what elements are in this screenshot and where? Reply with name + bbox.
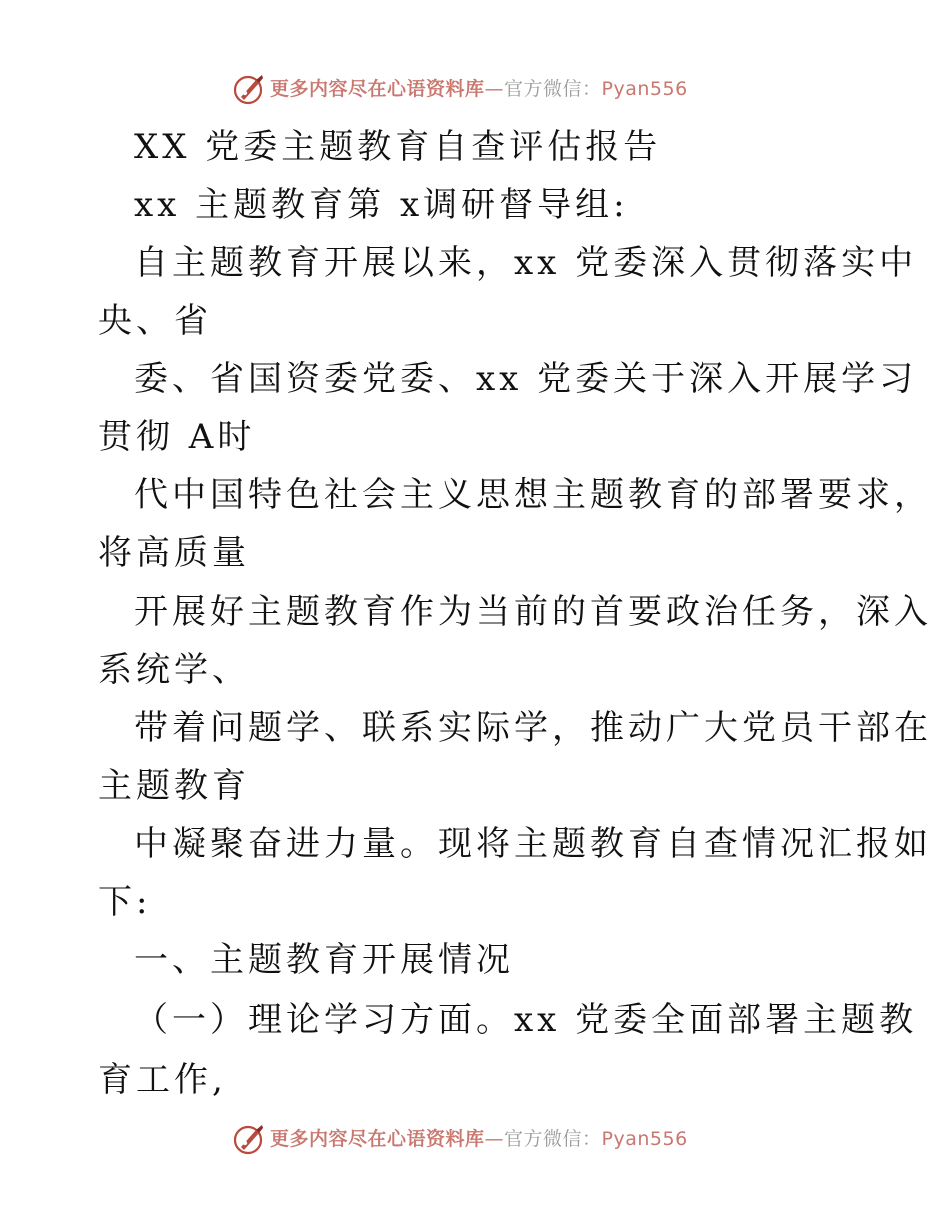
paragraph-line: 主题教育 xyxy=(98,766,250,806)
watermark-text xyxy=(270,76,688,102)
paragraph-line: 育工作, xyxy=(98,1060,227,1100)
watermark-id: Pyan556 xyxy=(601,78,688,100)
watermark-brand: 更多内容尽在心语资料库 xyxy=(270,1128,485,1150)
watermark-brand: 更多内容尽在心语资料库 xyxy=(270,78,485,100)
watermark-dash: — xyxy=(484,78,505,100)
section-heading: 一、主题教育开展情况 xyxy=(134,940,514,980)
watermark-label: 官方微信： xyxy=(504,1128,602,1150)
addressee-line: xx 主题教育第 x调研督导组: xyxy=(134,185,629,225)
subsection-heading: （一）理论学习方面。xx 党委全面部署主题教 xyxy=(134,1000,918,1040)
paragraph-line: 下: xyxy=(98,882,152,922)
paragraph-line: 委、省国资委党委、xx 党委关于深入开展学习 xyxy=(134,359,918,399)
paragraph-line: 中凝聚奋进力量。现将主题教育自查情况汇报如 xyxy=(134,824,932,864)
paragraph-line: 贯彻 A时 xyxy=(98,417,256,457)
paragraph-line: 代中国特色社会主义思想主题教育的部署要求， xyxy=(134,475,932,515)
watermark-label: 官方微信： xyxy=(504,78,602,100)
paragraph-line: 系统学、 xyxy=(98,650,250,690)
paragraph-line: 央、省 xyxy=(98,301,212,341)
paragraph-line: 自主题教育开展以来，xx 党委深入贯彻落实中 xyxy=(134,243,918,283)
watermark-id: Pyan556 xyxy=(601,1128,688,1150)
watermark-banner-bottom xyxy=(0,1120,950,1160)
quill-pen-logo-icon xyxy=(232,72,266,106)
paragraph-line: 带着问题学、联系实际学，推动广大党员干部在 xyxy=(134,708,932,748)
watermark-banner-top xyxy=(0,70,950,110)
paragraph-line: 将高质量 xyxy=(98,533,250,573)
document-title: XX 党委主题教育自查评估报告 xyxy=(134,127,662,167)
watermark-dash: — xyxy=(484,1128,505,1150)
paragraph-line: 开展好主题教育作为当前的首要政治任务，深入 xyxy=(134,592,932,632)
quill-pen-logo-icon xyxy=(232,1122,266,1156)
watermark-text xyxy=(270,1126,688,1152)
